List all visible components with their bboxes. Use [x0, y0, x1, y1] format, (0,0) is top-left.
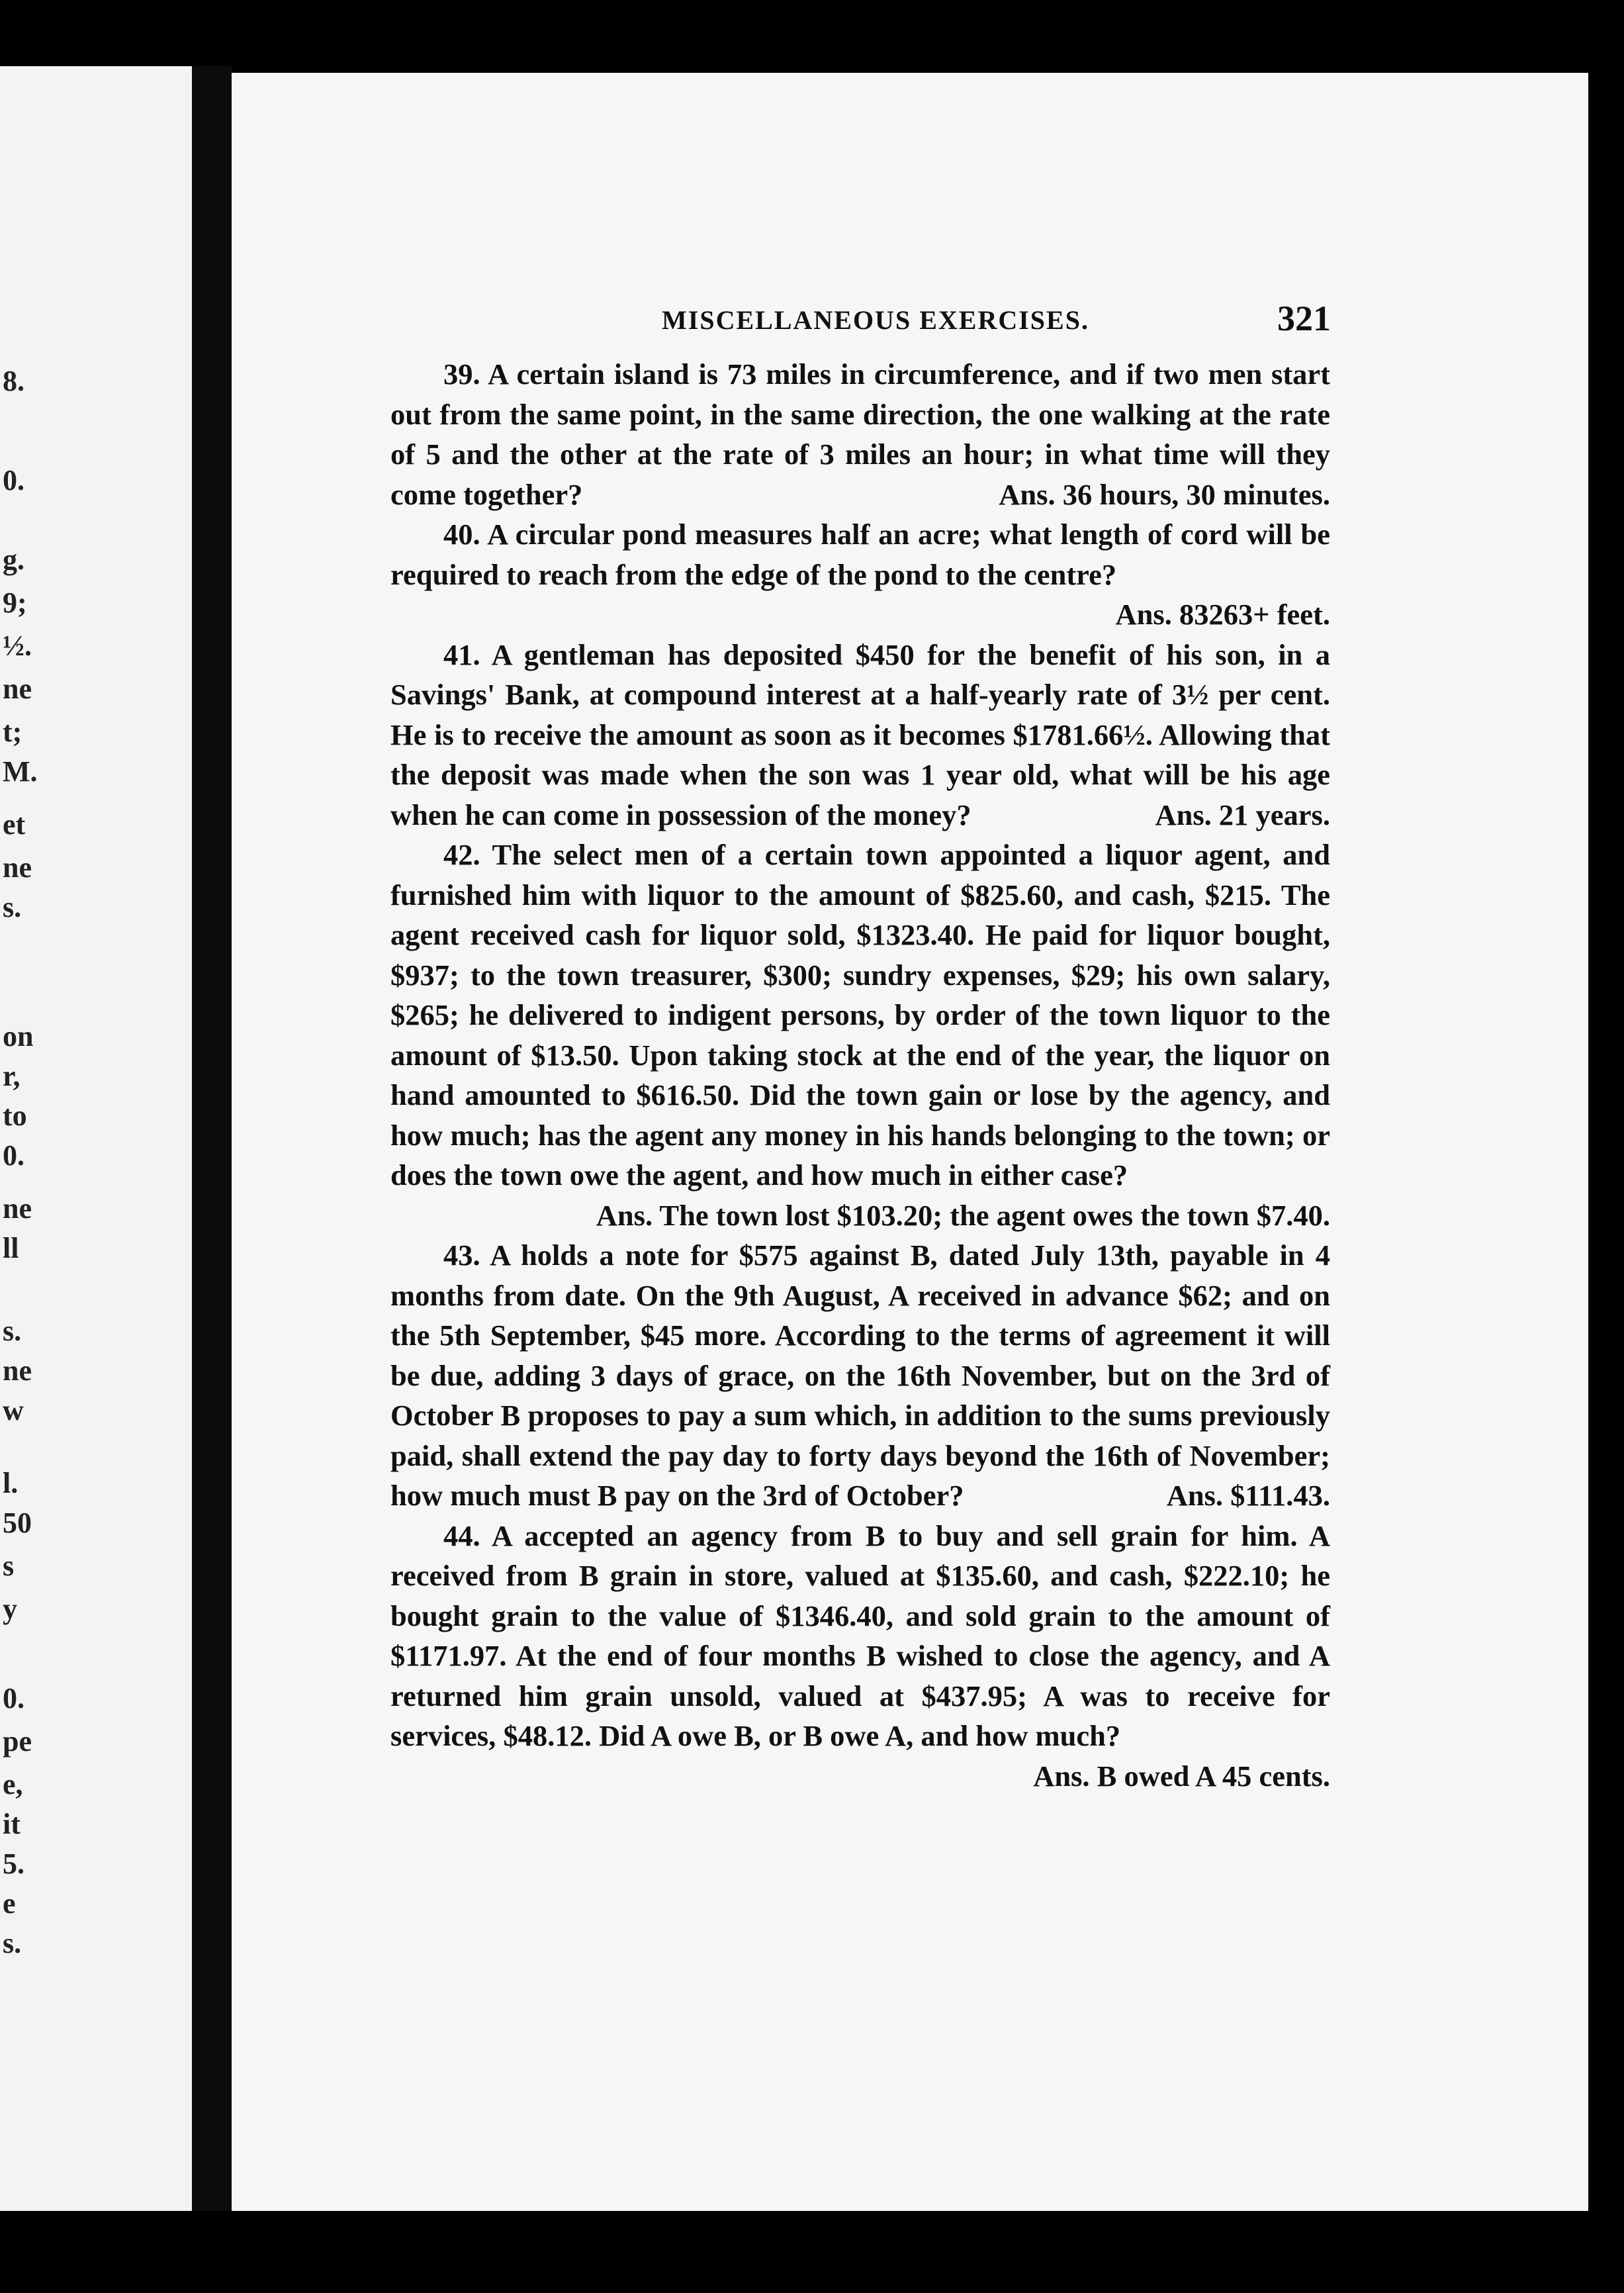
running-head: MISCELLANEOUS EXERCISES. — [662, 305, 1089, 335]
book-page — [232, 73, 1588, 2211]
exercise-answer: Ans. B owed A 45 cents. — [1033, 1759, 1330, 1793]
facing-page-fragment: ne — [3, 673, 32, 705]
exercise-list — [390, 354, 1330, 1796]
exercise-number: 42. — [443, 838, 480, 871]
exercise-43 — [390, 1235, 1330, 1516]
page-number: 321 — [1277, 299, 1331, 338]
facing-page-fragment: t; — [3, 716, 23, 748]
facing-page-fragment: ll — [3, 1232, 19, 1264]
exercise-answer: Ans. 83263+ feet. — [1115, 598, 1330, 631]
exercise-answer: Ans. 36 hours, 30 minutes. — [999, 477, 1330, 511]
exercise-number: 40. — [443, 518, 480, 551]
exercise-text: The select men of a certain town appointed a liquor agent, and furnished him with liquor to the amount of $825.60, and cash, $215. The agent received cash for liquor sold, $1323.40. He paid for liquor bought, $937; to the town treasurer, $300; sundry expenses, $29; his own salary, $265; he delivered to indigent persons, by order of the town liquor to the amount of $13.50. Upon taking stock at the end of the year, the liquor on hand amounted to $616.50. Did the town gain or lose by the agency, and how much; has the agent any money in his hands belonging to the town; or does the town owe the agent, and how much in either case? — [390, 838, 1330, 1192]
facing-page-fragment: w — [3, 1394, 24, 1427]
facing-page-fragment: 9; — [3, 586, 27, 619]
facing-page-fragment: s. — [3, 891, 22, 923]
facing-page-fragment: 0. — [3, 1682, 24, 1714]
exercise-text: A accepted an agency from B to buy and sell grain for him. A received from B grain in store, valued at $135.60, and cash, $222.10; he bought grain to the value of $1346.40, and sold grain to the amount of $1171.97. At the end of four months B wished to close the agency, and A returned him grain unsold, valued at $437.95; A was to receive for services, $48.12. Did A owe B, or B owe A, and how much? — [390, 1519, 1330, 1752]
facing-page-fragment: ne — [3, 1354, 32, 1387]
exercise-44 — [390, 1516, 1330, 1797]
exercise-number: 44. — [443, 1519, 480, 1552]
facing-page-fragment: et — [3, 808, 26, 841]
exercise-number: 41. — [443, 637, 480, 671]
facing-page-fragment: ne — [3, 1192, 32, 1225]
facing-page-fragment: e — [3, 1887, 16, 1920]
facing-page-fragment: s. — [3, 1927, 22, 1959]
facing-page-fragment: y — [3, 1593, 17, 1625]
facing-page-fragment: l. — [3, 1467, 19, 1499]
exercise-text: A holds a note for $575 against B, dated July 13th, payable in 4 months from date. On the 9th August, A received in advance $62; and on the 5th September, $45 more. According to the terms of agreement it will be due, adding 3 days of grace, on the 16th November, but on the 3rd of October B proposes to pay a sum which, in addition to the sums previously paid, shall extend the pay day to forty days beyond the 16th of November; how much must B pay on the 3rd of October? — [390, 1239, 1330, 1512]
facing-page-fragment: 8. — [3, 365, 24, 397]
exercise-40 — [390, 514, 1330, 635]
facing-page-fragment: r, — [3, 1060, 21, 1092]
exercise-answer: Ans. $111.43. — [1166, 1479, 1330, 1512]
facing-page-fragment: g. — [3, 543, 24, 576]
exercise-number: 39. — [443, 357, 480, 391]
exercise-42 — [390, 835, 1330, 1235]
exercise-text: A circular pond measures half an acre; what length of cord will be required to reach from the edge of the pond to the centre? — [390, 518, 1330, 591]
facing-page-edge — [0, 66, 205, 2211]
facing-page-fragment: s. — [3, 1315, 22, 1347]
facing-page-fragment: 0. — [3, 1139, 24, 1172]
exercise-number: 43. — [443, 1239, 480, 1272]
page-header — [232, 298, 1588, 344]
facing-page-fragment: 5. — [3, 1848, 24, 1880]
exercise-answer: Ans. The town lost $103.20; the agent owes the town $7.40. — [596, 1198, 1330, 1232]
facing-page-fragment: e, — [3, 1768, 23, 1801]
facing-page-fragment: to — [3, 1100, 27, 1132]
facing-page-fragment: 50 — [3, 1507, 32, 1539]
exercise-answer: Ans. 21 years. — [1155, 798, 1330, 831]
exercise-text: A certain island is 73 miles in circumference, and if two men start out from the same point, in the same direction, the one walking at the rate of 5 and the other at the rate of 3 miles an hour; in what time will they come together? — [390, 357, 1330, 511]
facing-page-fragment: ne — [3, 851, 32, 884]
facing-page-fragment: 0. — [3, 464, 24, 496]
exercise-text: A gentleman has deposited $450 for the benefit of his son, in a Savings' Bank, at compound interest at a half-yearly rate of 3½ per cent. He is to receive the amount as soon as it becomes $1781.66½. Allowing that the deposit was made when the son was 1 year old, what will be his age when he can come in possession of the money? — [390, 637, 1331, 831]
facing-page-fragment: M. — [3, 755, 38, 788]
exercise-41 — [390, 635, 1330, 835]
facing-page-fragment: it — [3, 1808, 21, 1840]
book-gutter — [192, 66, 232, 2211]
exercise-39 — [390, 354, 1330, 514]
facing-page-fragment: s — [3, 1550, 15, 1582]
facing-page-fragment: on — [3, 1020, 34, 1053]
facing-page-fragment: ½. — [3, 630, 32, 662]
facing-page-fragment: pe — [3, 1725, 32, 1757]
